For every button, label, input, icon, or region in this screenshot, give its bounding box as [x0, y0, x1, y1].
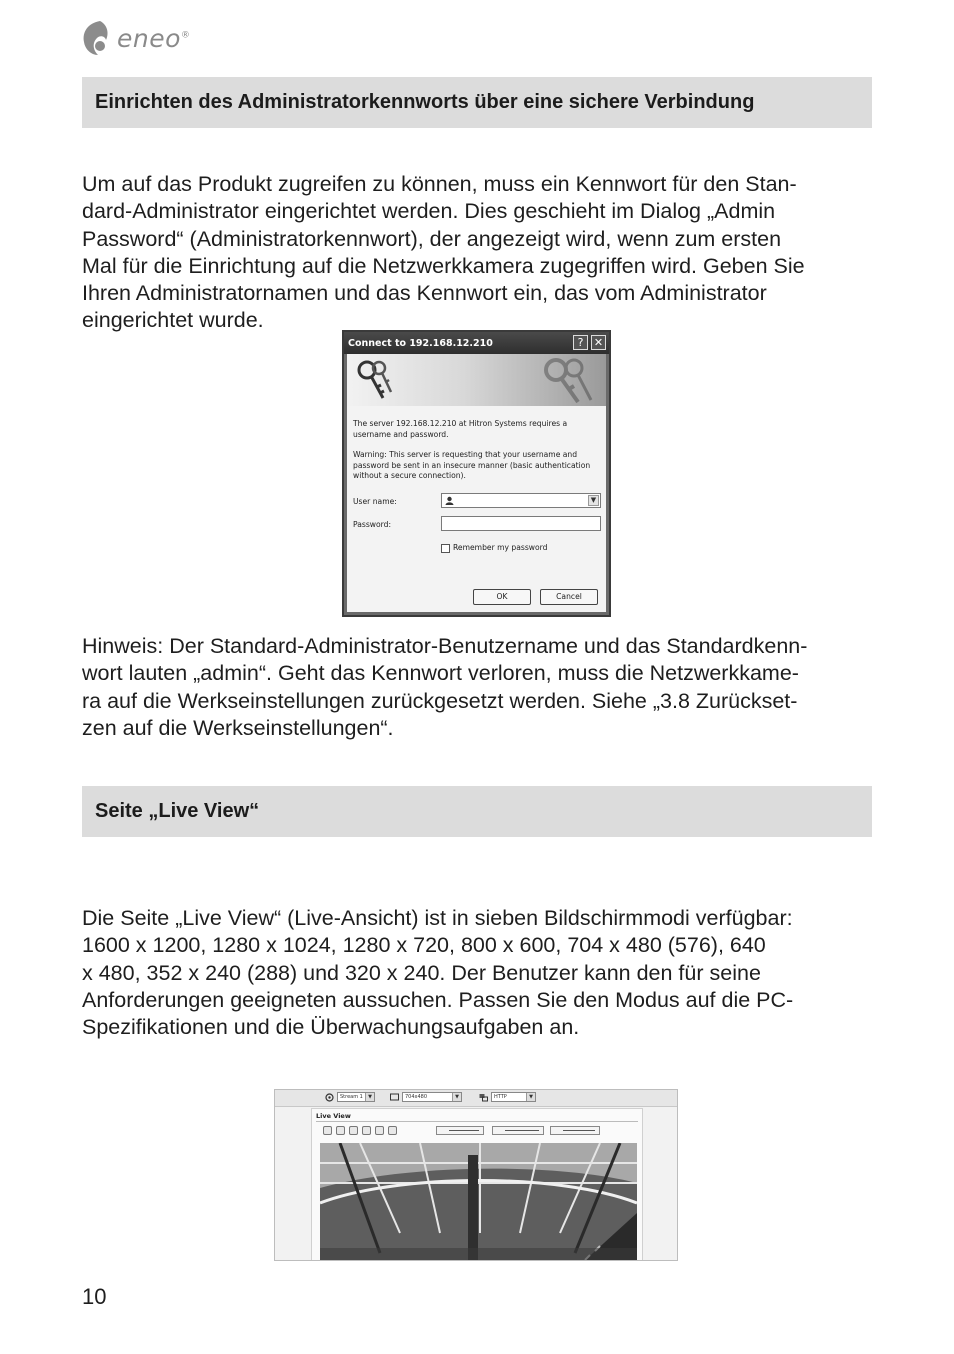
text-line: eingerichtet wurde.: [82, 308, 264, 333]
dialog-banner: [347, 354, 606, 406]
text-line: x 480, 352 x 240 (288) und 320 x 240. Der Benutzer kann den für seine: [82, 960, 761, 985]
text-line: 1600 x 1200, 1280 x 1024, 1280 x 720, 800 x 600, 704 x 480 (576), 640: [82, 933, 766, 958]
live-view-title: Live View: [316, 1112, 351, 1120]
text-line: Um auf das Produkt zugreifen zu können, muss ein Kennwort für den Stan-: [82, 172, 797, 196]
text-line: zen auf die Werkseinstellungen“.: [82, 715, 394, 740]
live-view-screenshot: [274, 1089, 678, 1261]
password-label: Password:: [353, 520, 392, 529]
live-view-panel: [311, 1108, 643, 1261]
snapshot-button[interactable]: [349, 1126, 358, 1135]
dialog-title-bar: [344, 332, 609, 354]
divider: [316, 1121, 638, 1122]
text-line: Password“ (Administratorkennwort), der angezeigt wird, wenn zum ersten: [82, 226, 782, 251]
text-line: wort lauten „admin“. Geht das Kennwort verloren, muss die Netzwerkkame-: [82, 661, 799, 686]
stream-select[interactable]: Stream 1 ▼: [337, 1092, 375, 1102]
text-line: Anforderungen geeigneten aussuchen. Passen Sie den Modus auf die PC-: [82, 987, 794, 1012]
close-button[interactable]: ✕: [591, 335, 606, 350]
user-icon: [445, 496, 454, 505]
zoom-in-button[interactable]: [362, 1126, 371, 1135]
text-line: Die Seite „Live View“ (Live-Ansicht) ist in sieben Bildschirmmodi verfügbar:: [82, 906, 793, 930]
logo-text: eneo®: [117, 23, 191, 53]
remember-checkbox[interactable]: [441, 544, 450, 553]
protocol-select[interactable]: HTTP ▼: [491, 1092, 536, 1102]
user-name-input[interactable]: [441, 493, 601, 508]
help-button[interactable]: ?: [573, 335, 588, 350]
section-heading-live-view: Seite „Live View“: [82, 786, 872, 837]
dialog-title: Connect to 192.168.12.210: [348, 337, 493, 349]
microphone-slider[interactable]: [492, 1126, 544, 1135]
text-line: dard-Administrator eingerichtet werden. Dies geschieht im Dialog „Admin: [82, 199, 776, 224]
live-view-toolbar: [275, 1090, 677, 1107]
text-line: Hinweis: Der Standard-Administrator-Benutzername und das Standardkenn-: [82, 634, 808, 658]
remember-label: Remember my password: [453, 543, 548, 552]
chevron-down-icon: ▼: [526, 1093, 535, 1101]
chevron-down-icon: ▼: [452, 1093, 461, 1101]
chevron-down-icon: ▼: [365, 1093, 374, 1101]
network-icon: [479, 1093, 488, 1102]
volume-slider[interactable]: [436, 1126, 484, 1135]
server-message: The server 192.168.12.210 at Hitron Systems requires a username and password.: [353, 419, 568, 439]
keys-icon: [353, 358, 397, 402]
dialog-body: [347, 406, 606, 612]
paragraph-admin-intro: [82, 171, 882, 335]
text-line: Ihren Administratornamen und das Kennwort ein, das vom Administrator: [82, 281, 767, 306]
paragraph-default-credentials-note: [82, 633, 882, 742]
login-dialog-screenshot: [342, 330, 611, 617]
monitor-icon: [390, 1093, 399, 1102]
ok-button[interactable]: OK: [473, 589, 531, 605]
user-name-label: User name:: [353, 497, 397, 506]
paragraph-live-view-modes: [82, 905, 882, 1041]
camera-video-image: [320, 1143, 637, 1261]
password-input[interactable]: [441, 516, 601, 531]
text-line: ra auf die Werkseinstellungen zurückgesetzt werden. Siehe „3.8 Zurückset-: [82, 688, 798, 713]
text-line: Spezifikationen und die Überwachungsaufgaben an.: [82, 1015, 580, 1040]
eneo-logo: [80, 18, 190, 58]
chevron-down-icon[interactable]: ▼: [588, 495, 599, 506]
section-heading-admin-password: Einrichten des Administratorkennworts über eine sichere Verbindung: [82, 77, 872, 128]
resolution-select[interactable]: 704x480 ▼: [402, 1092, 462, 1102]
zoom-out-button[interactable]: [375, 1126, 384, 1135]
brightness-slider[interactable]: [550, 1126, 600, 1135]
stop-button[interactable]: [336, 1126, 345, 1135]
fullscreen-button[interactable]: [388, 1126, 397, 1135]
cancel-button[interactable]: Cancel: [540, 589, 598, 605]
page-number: 10: [82, 1284, 107, 1309]
keys-watermark-icon: [536, 356, 596, 404]
warning-message: Warning: This server is requesting that your username and password be sent in an insecure manner (basic authentication without a secure connection).: [353, 450, 591, 480]
eneo-logo-mark-icon: [80, 19, 114, 57]
record-button[interactable]: [323, 1126, 332, 1135]
camera-icon: [325, 1093, 334, 1102]
text-line: Mal für die Einrichtung auf die Netzwerkkamera zugegriffen wird. Geben Sie: [82, 253, 805, 278]
remember-password[interactable]: [441, 543, 547, 554]
